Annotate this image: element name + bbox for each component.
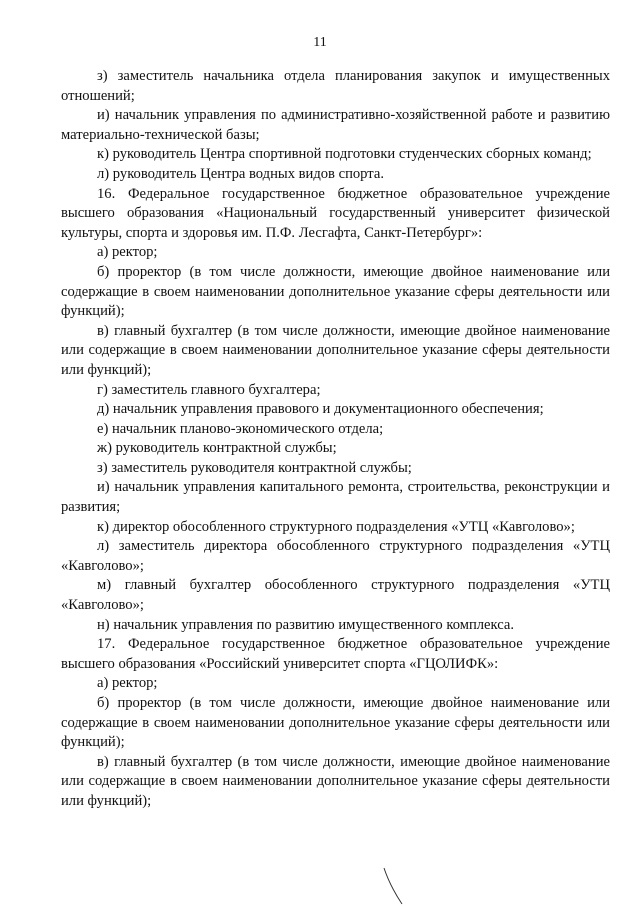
pen-stroke-mark xyxy=(380,866,410,906)
paragraph: 17. Федеральное государственное бюджетное образовательное учреждение высшего образования «Российский университет спорта «ГЦОЛИФК»: xyxy=(61,636,610,672)
paragraph: м) главный бухгалтер обособленного структурного подразделения «УТЦ «Кавголово»; xyxy=(61,577,610,614)
paragraph: г) заместитель главного бухгалтера; xyxy=(97,381,321,398)
paragraph: а) ректор; xyxy=(97,244,158,261)
paragraph: б) проректор (в том числе должности, имеющие двойное наименование или содержащие в своем наименовании дополнительное указание сферы деятельности или функций); xyxy=(61,695,610,751)
paragraph: л) заместитель директора обособленного структурного подразделения «УТЦ «Кавголово»; xyxy=(61,538,610,574)
paragraph: ж) руководитель контрактной службы; xyxy=(97,440,337,457)
paragraph: з) заместитель начальника отдела планирования закупок и имущественных отношений; xyxy=(61,68,610,104)
page-number: 11 xyxy=(313,35,327,50)
paragraph: а) ректор; xyxy=(97,675,158,692)
paragraph: н) начальник управления по развитию имущественного комплекса. xyxy=(97,616,515,633)
paragraph: л) руководитель Центра водных видов спорта. xyxy=(97,165,384,182)
document-body xyxy=(61,67,610,812)
paragraph: з) заместитель руководителя контрактной службы; xyxy=(97,459,412,476)
paragraph: к) директор обособленного структурного подразделения «УТЦ «Кавголово»; xyxy=(97,518,575,535)
paragraph: 16. Федеральное государственное бюджетное образовательное учреждение высшего образования «Национальный государственный университет физической культуры, спорта и здоровья им. П.Ф. Лесгафта, Санкт-Петербург»: xyxy=(61,185,610,241)
paragraph: в) главный бухгалтер (в том числе должности, имеющие двойное наименование или содержащие в своем наименовании дополнительное указание сферы деятельности или функций); xyxy=(61,322,610,378)
paragraph: к) руководитель Центра спортивной подготовки студенческих сборных команд; xyxy=(97,146,592,163)
paragraph: б) проректор (в том числе должности, имеющие двойное наименование или содержащие в своем наименовании дополнительное указание сферы деятельности или функций); xyxy=(61,263,610,320)
paragraph: и) начальник управления по административно-хозяйственной работе и развитию материально-технической базы; xyxy=(61,107,610,143)
paragraph: д) начальник управления правового и документационного обеспечения; xyxy=(97,401,544,418)
paragraph: и) начальник управления капитального ремонта, строительства, реконструкции и развития; xyxy=(61,479,610,516)
paragraph: е) начальник планово-экономического отдела; xyxy=(97,420,384,437)
paragraph: в) главный бухгалтер (в том числе должности, имеющие двойное наименование или содержащие в своем наименовании дополнительное указание сферы деятельности или функций); xyxy=(61,753,610,809)
